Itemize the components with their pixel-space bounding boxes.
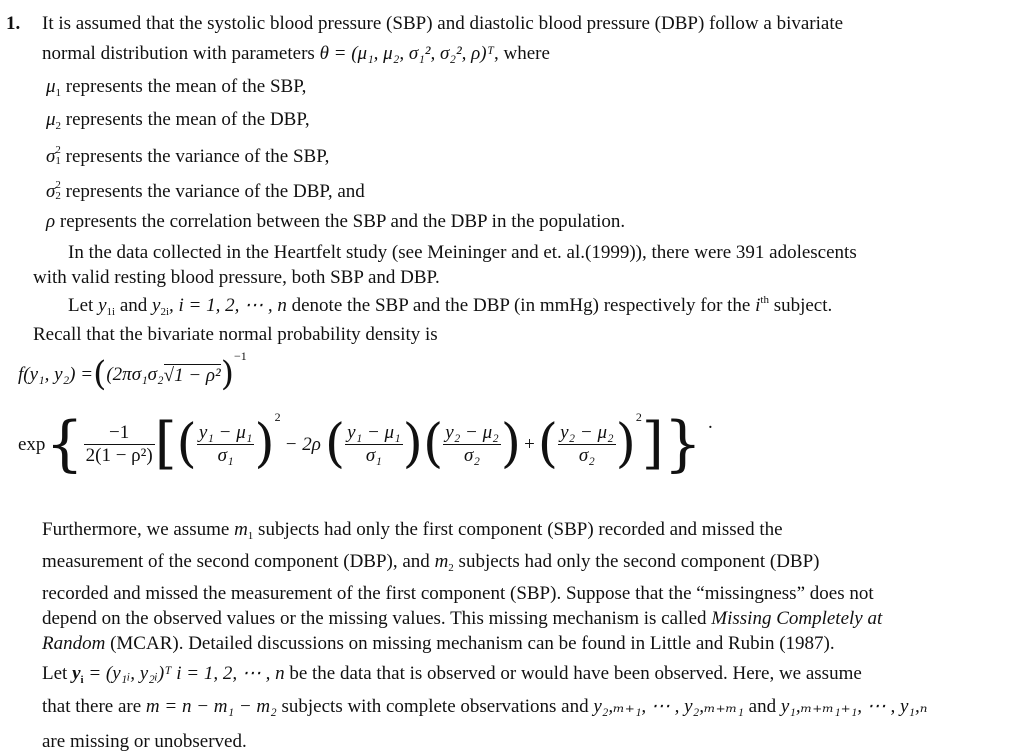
intro-line-2 bbox=[42, 44, 550, 63]
ith: i bbox=[755, 295, 761, 316]
param-text: represents the variance of the SBP, bbox=[60, 146, 330, 167]
param-mu2 bbox=[46, 110, 310, 132]
term1-fraction bbox=[197, 422, 255, 467]
param-rho bbox=[46, 212, 625, 231]
param-sup: 2 bbox=[55, 144, 61, 156]
t1-den: σ₁ bbox=[217, 444, 234, 466]
t2-den: σ₁ bbox=[365, 444, 382, 466]
param-text: represents the mean of the SBP, bbox=[61, 76, 307, 97]
heartfelt-line-1: In the data collected in the Heartfelt study (see Meininger and et. al.(1999)), there were 391 adolescents bbox=[68, 242, 857, 263]
exp-label: exp bbox=[18, 433, 46, 455]
missing-l1-post: subjects had only the first component (SBP) recorded and missed the bbox=[253, 519, 783, 540]
missing-line-4 bbox=[42, 609, 882, 628]
t1-paren-open: ( bbox=[176, 414, 197, 474]
density-lhs: f(y₁, y₂) = bbox=[18, 363, 94, 385]
norm-sqrt: √1 − ρ² bbox=[163, 364, 221, 386]
param-sup: 2 bbox=[55, 179, 61, 191]
coef-num: −1 bbox=[84, 422, 155, 445]
let-end: subject. bbox=[768, 295, 833, 316]
param-sub: 2 bbox=[55, 120, 62, 132]
bracket-close: ] bbox=[641, 411, 664, 476]
t3-den: σ₂ bbox=[464, 444, 481, 466]
y1-missing-range: y₁,ₘ₊ₘ₁₊₁, ⋯ , y₁,ₙ bbox=[780, 696, 928, 717]
coef-den: 2(1 − ρ²) bbox=[85, 444, 153, 466]
missing-line-3: recorded and missed the measurement of the first component (SBP). Suppose that the “missingness” does not bbox=[42, 583, 874, 604]
m1-symbol: m bbox=[234, 519, 248, 540]
mcar-italic-1: Missing Completely at bbox=[711, 608, 883, 629]
exp-brace-open: { bbox=[45, 409, 84, 479]
missing-l5-post: (MCAR). Detailed discussions on missing mechanism can be found in Little and Rubin (1987). bbox=[105, 633, 835, 654]
missing-line-6 bbox=[42, 664, 862, 686]
param-sub: 2 bbox=[55, 190, 61, 202]
t3-paren-open: ( bbox=[422, 414, 444, 474]
let-and: and bbox=[115, 295, 153, 316]
y1-symbol: y bbox=[98, 295, 107, 316]
missing-line-1 bbox=[42, 520, 783, 542]
param-sigma2 bbox=[46, 180, 365, 202]
t2-num: y₁ − μ₁ bbox=[347, 421, 401, 443]
norm-paren-close: ) bbox=[220, 354, 234, 394]
minus-2rho: − 2ρ bbox=[284, 433, 321, 455]
y2-sub: 2i bbox=[160, 306, 170, 318]
intro-line-2-post: , where bbox=[493, 43, 550, 64]
coefficient-fraction bbox=[84, 422, 155, 467]
term3-fraction bbox=[443, 422, 501, 467]
m2-sub: 2 bbox=[448, 562, 454, 574]
t1-num: y₁ − μ₁ bbox=[198, 421, 253, 443]
missing-l7-mid: subjects with complete observations and bbox=[276, 696, 594, 717]
recall-line: Recall that the bivariate normal probability density is bbox=[33, 324, 438, 345]
t2-paren-open: ( bbox=[324, 414, 346, 474]
missing-l2-pre: measurement of the second component (DBP), and bbox=[42, 551, 435, 572]
missing-l7-pre: that there are bbox=[42, 696, 146, 717]
mcar-italic-2: Random bbox=[42, 633, 106, 654]
y1-sub: 1i bbox=[106, 306, 116, 318]
let-line bbox=[68, 295, 832, 318]
theta-definition: θ = (μ₁, μ₂, σ₁², σ₂², ρ)ᵀ bbox=[319, 43, 494, 64]
norm-left: (2πσ₁σ₂ bbox=[106, 363, 164, 385]
param-sub: 1 bbox=[55, 155, 61, 167]
param-text: represents the mean of the DBP, bbox=[61, 109, 310, 130]
missing-l2-post: subjects had only the second component (DBP) bbox=[453, 551, 820, 572]
m1-sub: 1 bbox=[247, 530, 254, 542]
missing-l7-and: and bbox=[743, 696, 781, 717]
param-mu1 bbox=[46, 77, 306, 99]
param-text: represents the correlation between the SBP and the DBP in the population. bbox=[55, 211, 626, 232]
missing-l4-pre: depend on the observed values or the missing values. This missing mechanism is called bbox=[42, 608, 712, 629]
norm-paren-open: ( bbox=[93, 354, 107, 394]
formula-dot: . bbox=[707, 412, 713, 433]
let-index: , i = 1, 2, ⋯ , n bbox=[169, 295, 287, 316]
t4-paren-close: ) bbox=[615, 414, 636, 474]
param-sub: 1 bbox=[55, 87, 62, 99]
term2-fraction bbox=[345, 422, 403, 467]
t2-paren-close: ) bbox=[402, 414, 423, 474]
yi-definition: = (y₁ᵢ, y₂ᵢ)ᵀ i = 1, 2, ⋯ , n bbox=[83, 663, 285, 684]
density-formula-lhs bbox=[18, 349, 247, 396]
m2-symbol: m bbox=[434, 551, 449, 572]
bracket-open: [ bbox=[154, 411, 177, 476]
intro-line-2-pre: normal distribution with parameters bbox=[42, 43, 320, 64]
let-pre: Let bbox=[68, 295, 99, 316]
t3-paren-close: ) bbox=[500, 414, 522, 474]
t4-square: 2 bbox=[635, 410, 642, 424]
param-symbol: σ bbox=[46, 146, 56, 167]
t1-square: 2 bbox=[274, 410, 281, 424]
param-symbol: μ bbox=[46, 76, 56, 97]
param-text: represents the variance of the DBP, and bbox=[60, 181, 365, 202]
missing-line-7 bbox=[42, 697, 927, 716]
yi-bold: y bbox=[72, 663, 81, 684]
param-symbol: ρ bbox=[46, 211, 56, 232]
norm-exponent: −1 bbox=[234, 349, 247, 363]
ith-sup: th bbox=[760, 294, 769, 306]
t3-num: y₂ − μ₂ bbox=[445, 421, 499, 443]
t1-paren-close: ) bbox=[254, 414, 275, 474]
t4-paren-open: ( bbox=[537, 414, 559, 474]
exp-brace-close: } bbox=[663, 409, 702, 479]
missing-line-5 bbox=[42, 634, 835, 653]
let-post: denote the SBP and the DBP (in mmHg) respectively for the bbox=[286, 295, 756, 316]
param-symbol: σ bbox=[46, 181, 56, 202]
y2-missing-range: y₂,ₘ₊₁, ⋯ , y₂,ₘ₊ₘ₁ bbox=[593, 696, 744, 717]
param-sigma1 bbox=[46, 145, 329, 167]
heartfelt-line-2: with valid resting blood pressure, both SBP and DBP. bbox=[33, 267, 440, 288]
missing-line-2 bbox=[42, 552, 819, 574]
plus-sign: + bbox=[524, 433, 535, 455]
m-definition: m = n − m₁ − m₂ bbox=[145, 696, 277, 717]
intro-line-1: It is assumed that the systolic blood pressure (SBP) and diastolic blood pressure (DBP) follow a bivariate bbox=[42, 13, 844, 34]
t4-num: y₂ − μ₂ bbox=[560, 421, 614, 443]
missing-l1-pre: Furthermore, we assume bbox=[42, 519, 235, 540]
missing-l6-post: be the data that is observed or would have been observed. Here, we assume bbox=[284, 663, 862, 684]
yi-sub: i bbox=[80, 674, 84, 686]
density-formula-exp bbox=[18, 405, 713, 483]
t4-den: σ₂ bbox=[578, 444, 595, 466]
y2-symbol: y bbox=[152, 295, 161, 316]
term4-fraction bbox=[558, 422, 616, 467]
param-symbol: μ bbox=[46, 109, 56, 130]
missing-line-8: are missing or unobserved. bbox=[42, 731, 247, 752]
missing-l6-pre: Let bbox=[42, 663, 73, 684]
problem-number: 1. bbox=[6, 13, 21, 34]
